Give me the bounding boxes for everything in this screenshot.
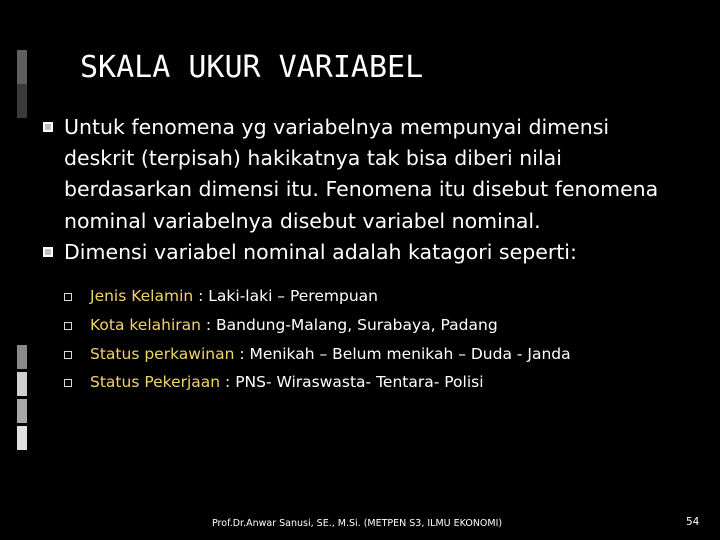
hollow-square-bullet-icon xyxy=(64,379,72,387)
square-bullet-icon xyxy=(43,122,53,132)
category-label: Status Pekerjaan xyxy=(90,373,221,392)
bullet-item xyxy=(42,112,682,237)
bullet-item xyxy=(42,237,682,268)
square-bullet-icon xyxy=(43,247,53,257)
category-values: Menikah – Belum menikah – Duda - Janda xyxy=(249,344,571,363)
slide-title: SKALA UKUR VARIABEL xyxy=(80,50,424,85)
sub-bullet-item xyxy=(62,340,682,369)
hollow-square-bullet-icon xyxy=(64,322,72,330)
category-values: Laki-laki – Perempuan xyxy=(208,287,378,306)
hollow-square-bullet-icon xyxy=(64,351,72,359)
separator: : xyxy=(220,373,236,392)
separator: : xyxy=(200,315,217,334)
sidebar-accent-light xyxy=(17,399,27,423)
category-values: PNS- Wiraswasta- Tentara- Polisi xyxy=(235,373,484,392)
category-label: Jenis Kelamin xyxy=(90,287,194,306)
hollow-square-bullet-icon xyxy=(64,293,72,301)
slide-footer: Prof.Dr.Anwar Sanusi, SE., M.Si. (METPEN S3, ILMU EKONOMI) xyxy=(212,518,503,529)
category-values: Bandung-Malang, Surabaya, Padang xyxy=(216,315,498,334)
bullet-text: Dimensi variabel nominal adalah katagori seperti: xyxy=(64,239,577,264)
sub-bullet-list xyxy=(62,282,682,397)
sidebar-accent-light xyxy=(17,426,27,450)
sidebar-accent-light xyxy=(17,372,27,396)
sidebar-accent-dark xyxy=(17,50,27,84)
sidebar-accent-light xyxy=(17,345,27,369)
bullet-text: Untuk fenomena yg variabelnya mempunyai dimensi deskrit (terpisah) hakikatnya tak bisa diberi nilai berdasarkan dimensi itu. Fenomena itu disebut fenomena nominal variabelnya disebut variabel nominal. xyxy=(64,115,659,233)
sidebar-accent-mid xyxy=(17,84,27,118)
category-label: Status perkawinan xyxy=(90,344,235,363)
bullet-list xyxy=(42,112,682,397)
sub-bullet-item xyxy=(62,282,682,311)
separator: : xyxy=(234,344,250,363)
separator: : xyxy=(193,287,209,306)
sub-bullet-item xyxy=(62,368,682,397)
category-label: Kota kelahiran xyxy=(90,315,201,334)
page-number: 54 xyxy=(686,516,700,528)
sub-bullet-item xyxy=(62,311,682,340)
